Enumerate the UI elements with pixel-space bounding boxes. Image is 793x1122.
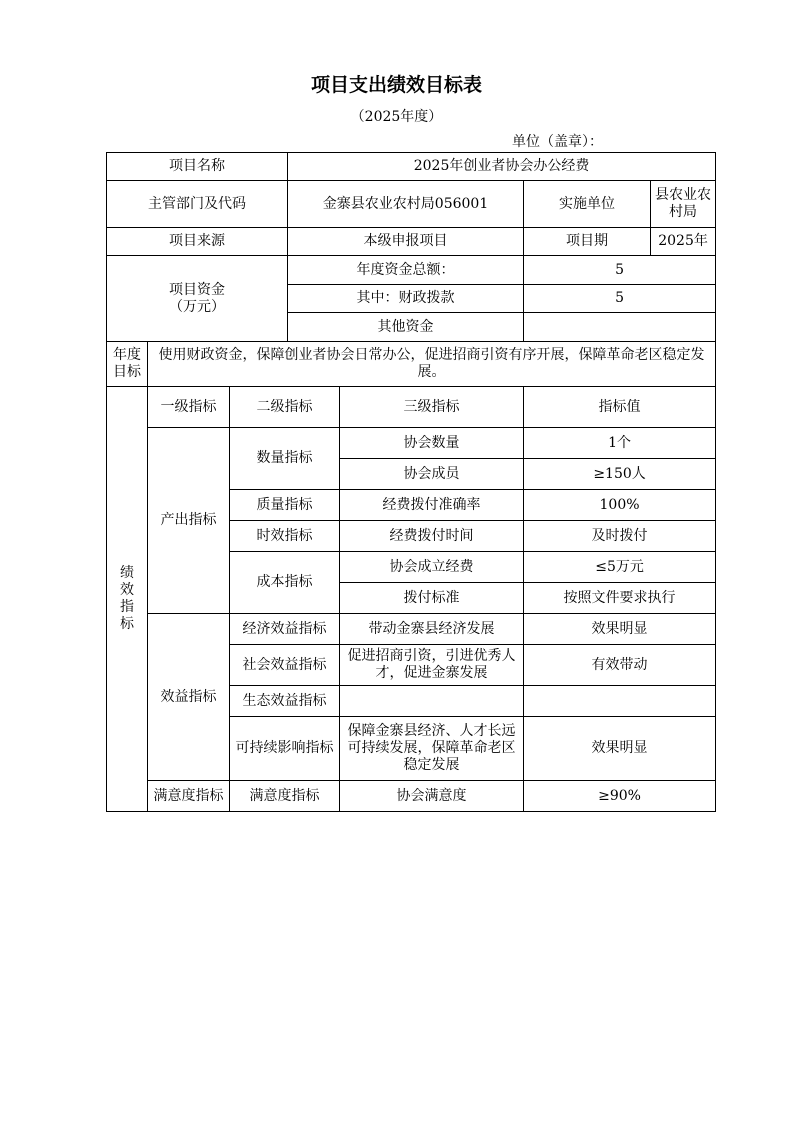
quantity-indicator-label: 数量指标 <box>230 428 340 490</box>
project-name-value: 2025年创业者协会办公经费 <box>288 153 716 181</box>
output-indicator-label: 产出指标 <box>148 428 230 614</box>
goal-text: 使用财政资金，保障创业者协会日常办公，促进招商引资有序开展，保障革命老区稳定发展。 <box>148 342 716 387</box>
source-value: 本级申报项目 <box>288 228 524 256</box>
header-level3: 三级指标 <box>340 387 524 428</box>
indicator-value: ≥150人 <box>524 459 716 490</box>
quality-indicator-label: 质量指标 <box>230 490 340 521</box>
dept-value: 金寨县农业农村局056001 <box>288 181 524 228</box>
section-char: 指 <box>120 599 134 615</box>
section-char: 标 <box>120 616 134 632</box>
project-name-label: 项目名称 <box>107 153 288 181</box>
ecological-indicator-label: 生态效益指标 <box>230 686 340 717</box>
fiscal-year: （2025年度） <box>350 109 443 125</box>
indicator-value: 有效带动 <box>524 645 716 686</box>
satisfaction-sub-label: 满意度指标 <box>230 781 340 812</box>
performance-target-table <box>106 152 716 812</box>
header-value: 指标值 <box>524 387 716 428</box>
funds-fiscal-value: 5 <box>524 285 716 313</box>
time-indicator-label: 时效指标 <box>230 521 340 552</box>
funds-other-label: 其他资金 <box>288 313 524 342</box>
indicator-name: 协会满意度 <box>340 781 524 812</box>
section-char: 效 <box>120 582 134 598</box>
funds-label-line2: （万元） <box>169 298 226 315</box>
benefit-indicator-label: 效益指标 <box>148 614 230 781</box>
indicator-value: 1个 <box>524 428 716 459</box>
indicator-value <box>524 686 716 717</box>
satisfaction-indicator-label: 满意度指标 <box>148 781 230 812</box>
section-char: 绩 <box>120 565 134 581</box>
indicator-name: 促进招商引资，引进优秀人才，促进金寨发展 <box>340 645 524 686</box>
indicator-value: ≥90% <box>524 781 716 812</box>
funds-other-value <box>524 313 716 342</box>
indicator-value: 效果明显 <box>524 614 716 645</box>
indicator-name: 经费拨付准确率 <box>340 490 524 521</box>
social-indicator-label: 社会效益指标 <box>230 645 340 686</box>
indicator-value: 及时拨付 <box>524 521 716 552</box>
cost-indicator-label: 成本指标 <box>230 552 340 614</box>
indicator-value: 效果明显 <box>524 717 716 781</box>
funds-fiscal-label: 其中：财政拨款 <box>288 285 524 313</box>
indicator-name: 带动金寨县经济发展 <box>340 614 524 645</box>
page-title: 项目支出绩效目标表 <box>310 74 482 96</box>
period-label: 项目期 <box>524 228 651 256</box>
indicator-name: 协会数量 <box>340 428 524 459</box>
funds-total-label: 年度资金总额： <box>288 256 524 285</box>
indicator-value: ≤5万元 <box>524 552 716 583</box>
header-level2: 二级指标 <box>230 387 340 428</box>
indicator-value: 按照文件要求执行 <box>524 583 716 614</box>
source-label: 项目来源 <box>107 228 288 256</box>
indicator-name: 拨付标准 <box>340 583 524 614</box>
indicator-name <box>340 686 524 717</box>
indicator-name: 保障金寨县经济、人才长远可持续发展，保障革命老区稳定发展 <box>340 717 524 781</box>
funds-label <box>107 256 288 342</box>
dept-label: 主管部门及代码 <box>107 181 288 228</box>
unit-stamp-label: 单位（盖章）： <box>512 134 603 150</box>
impl-unit-value: 县农业农村局 <box>651 181 716 228</box>
indicator-value: 100% <box>524 490 716 521</box>
economic-indicator-label: 经济效益指标 <box>230 614 340 645</box>
funds-label-line1: 项目资金 <box>169 281 226 298</box>
header-level1: 一级指标 <box>148 387 230 428</box>
sustainable-indicator-label: 可持续影响指标 <box>230 717 340 781</box>
indicator-name: 协会成立经费 <box>340 552 524 583</box>
period-value: 2025年 <box>651 228 716 256</box>
impl-unit-label: 实施单位 <box>524 181 651 228</box>
goal-label: 年度目标 <box>107 342 148 387</box>
indicator-name: 协会成员 <box>340 459 524 490</box>
funds-total-value: 5 <box>524 256 716 285</box>
indicators-section-label <box>107 387 148 812</box>
indicator-name: 经费拨付时间 <box>340 521 524 552</box>
